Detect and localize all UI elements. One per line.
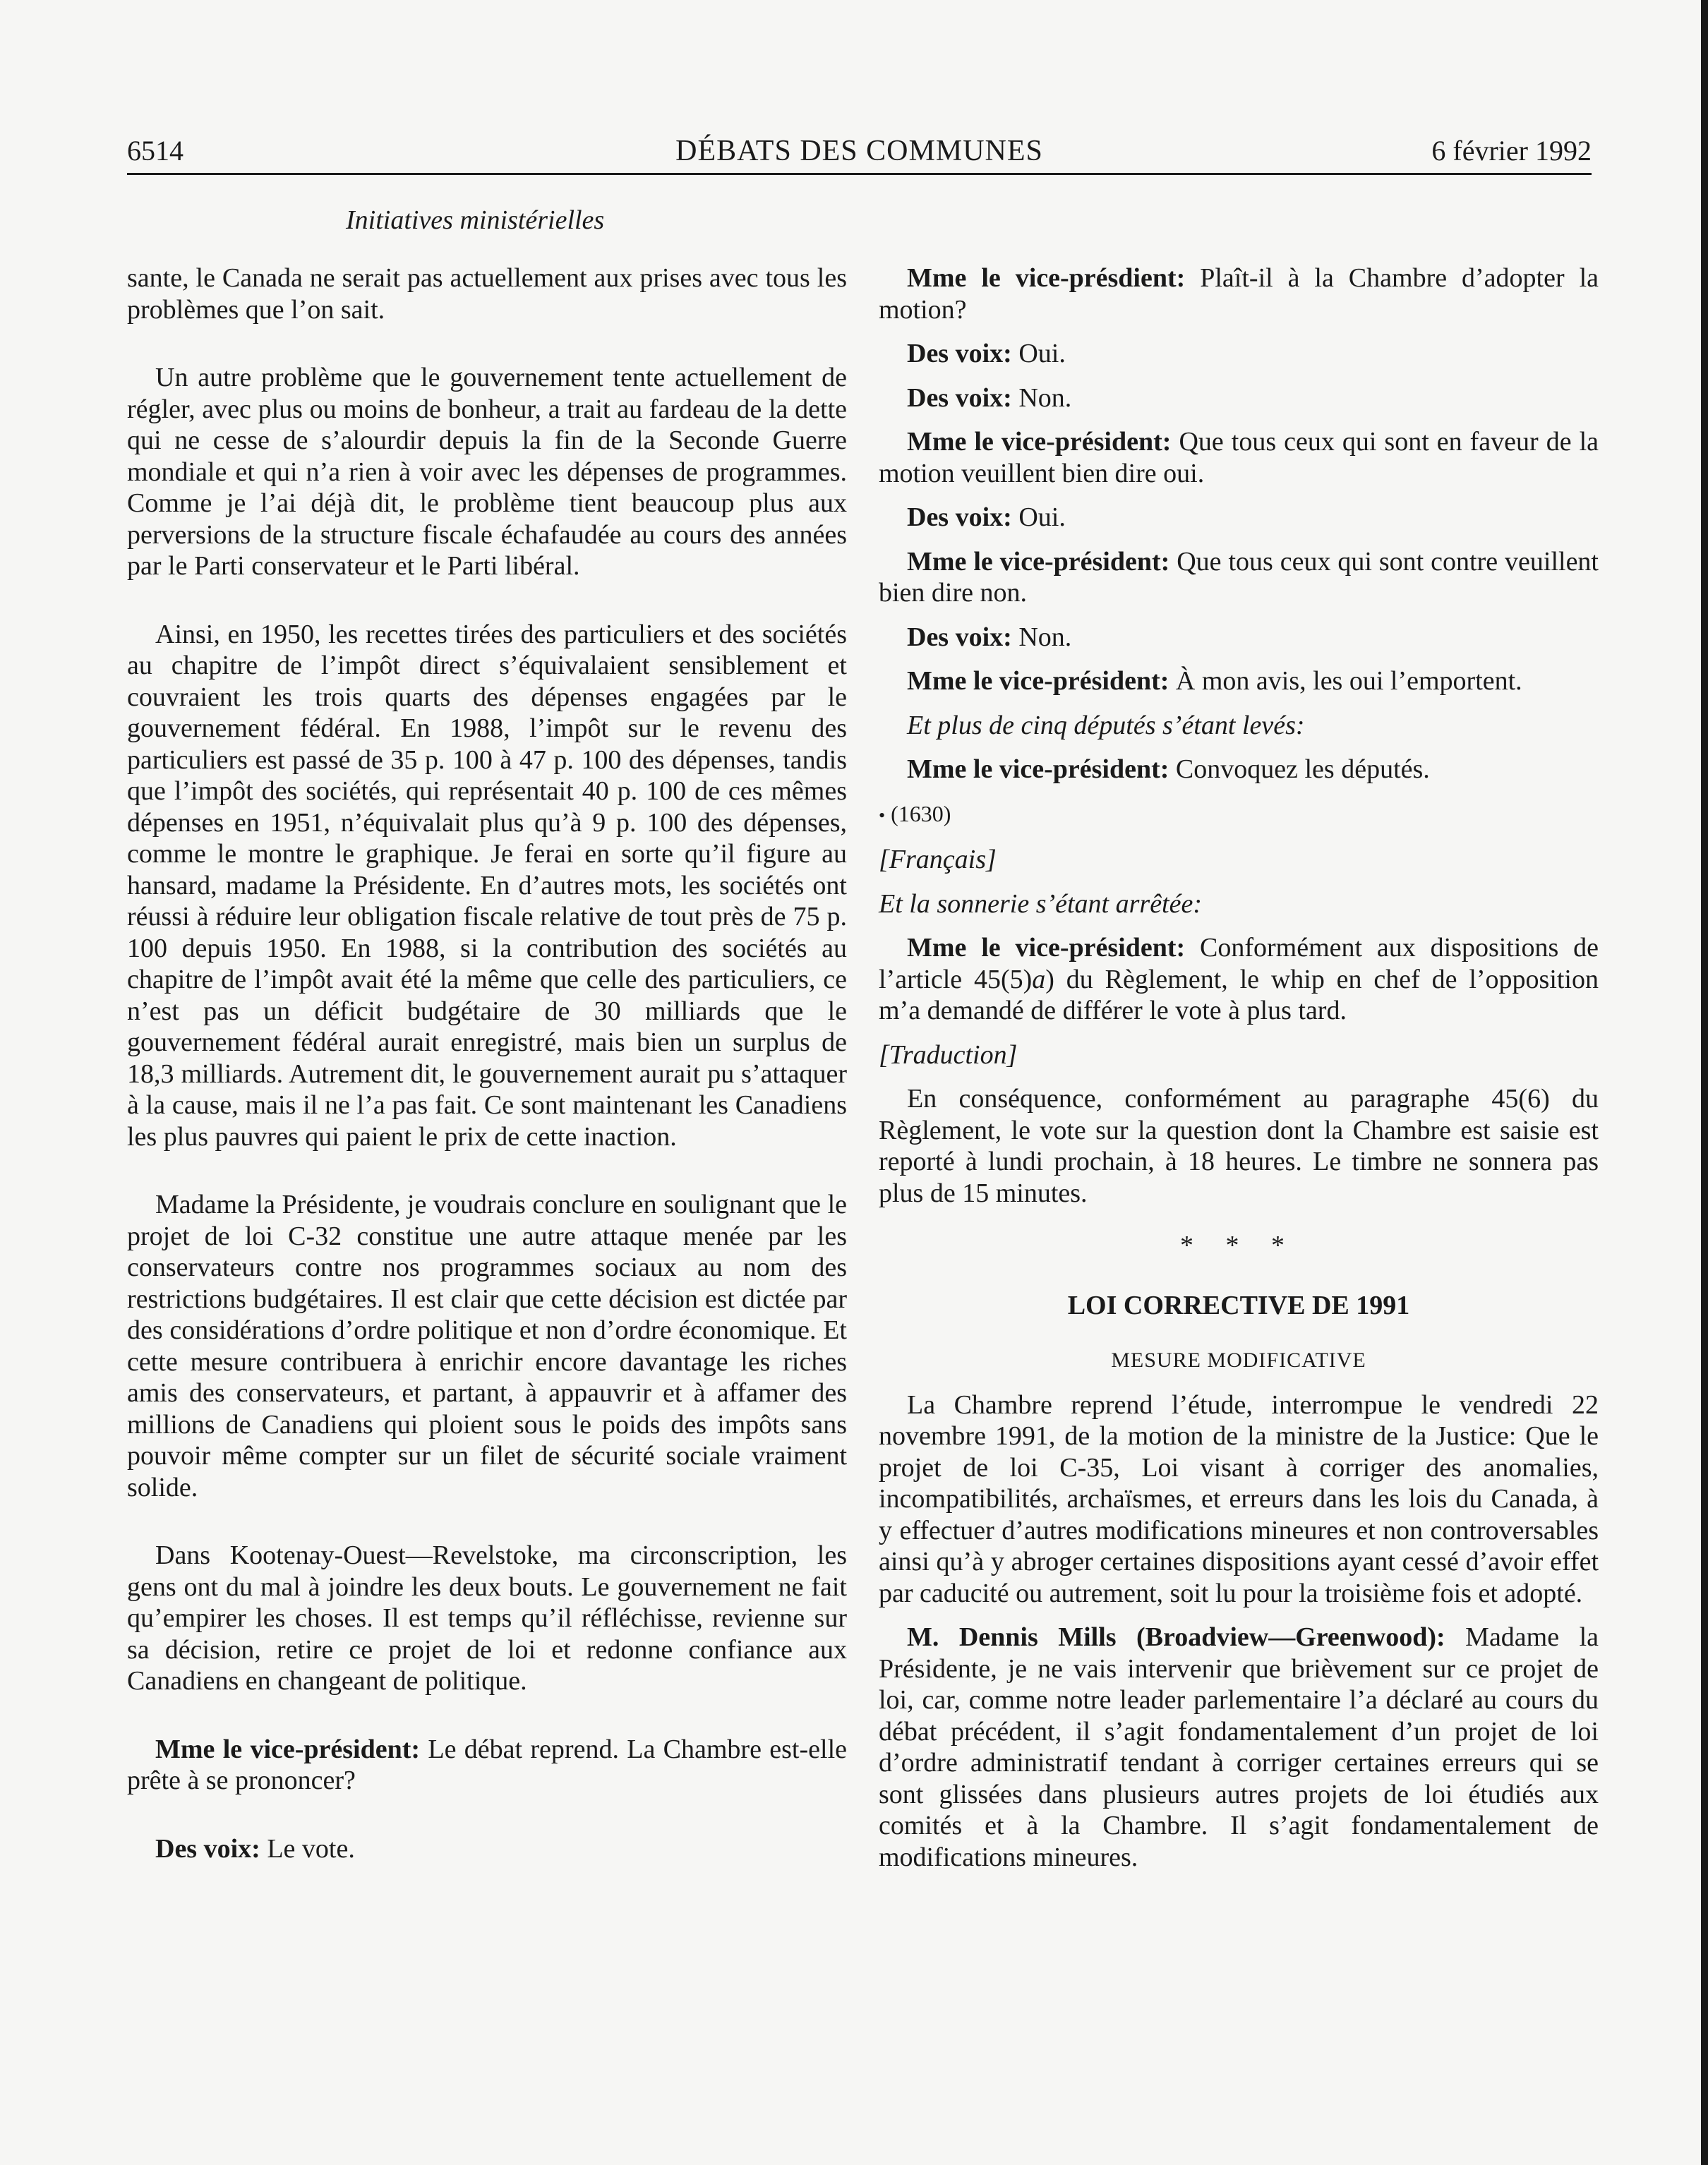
speaker-name: Des voix: [907, 622, 1012, 652]
speech-text: Convoquez les députés. [1169, 754, 1430, 784]
stage-direction: Et plus de cinq députés s’étant levés: [907, 710, 1305, 740]
speech-text-italic: a [1032, 964, 1046, 994]
speech-paragraph [879, 263, 1599, 325]
speech-text: Oui. [1011, 502, 1066, 532]
scan-edge [1701, 0, 1708, 2165]
page-number: 6514 [127, 135, 184, 167]
page-header [127, 134, 1592, 169]
speech-paragraph [879, 665, 1599, 697]
speaker-name: Mme le vice-présdient: [907, 263, 1186, 293]
paragraph: Ainsi, en 1950, les recettes tirées des particuliers et des sociétés au chapitre de l’impôt direct s’équivalaient sensiblement et couvraient les trois quarts des dépenses engagées par le gouvernement fédéral. En 1988, l’impôt sur le revenu des particuliers est passé de 35 p. 100 à 47 p. 100 des dépenses, tandis que l’impôt des sociétés, qui représentait 40 p. 100 de ces mêmes dépenses en 1951, n’équivalait plus qu’à 9 p. 100 des dépenses, comme le montre le graphique. Je ferai en sorte qu’il figure au hansard, madame la Présidente. En d’autres mots, les sociétés ont réussi à réduire leur obligation fiscale relative de tout près de 75 p. 100 depuis 1950. En 1988, si la contribution des sociétés au chapitre de l’impôt avait été la même que celle des particuliers, ce n’est pas un déficit budgétaire de 30 milliards que le gouvernement fédéral aurait enregistré, mais bien un surplus de 18,3 milliards. Autrement dit, le gouvernement aurait pu s’attaquer à la cause, mais il ne l’a pas fait. Ce sont maintenant les Canadiens les plus pauvres qui paient le prix de cette inaction. [127, 619, 847, 1152]
section-separator: * * * [1180, 1231, 1297, 1260]
paragraph: sante, le Canada ne serait pas actuellement aux prises avec tous les problèmes que l’on sait. [127, 263, 847, 325]
speaker-name: Des voix: [907, 502, 1012, 532]
speech-text: Madame la Présidente, je ne vais intervenir que brièvement sur ce projet de loi, car, comme notre leader parlementaire l’a déclaré au cours du débat précédent, il s’agit fondamentalement d’un projet de loi d’ordre administratif tendant à corriger certaines erreurs qui se sont glissées dans plusieurs autres projets de loi étudiés aux comités et à la Chambre. Il s’agit fondamentalement de modifications mineures. [879, 1622, 1599, 1872]
speech-text: Oui. [1011, 339, 1066, 368]
speaker-name: Mme le vice-président: [907, 754, 1169, 784]
speech-paragraph [879, 1622, 1599, 1873]
speech-paragraph [879, 426, 1599, 489]
speech-paragraph [879, 622, 1599, 653]
bullet-icon: • [879, 804, 886, 826]
speech-text: Le vote. [260, 1833, 355, 1864]
language-marker: [Français] [879, 845, 997, 874]
speaker-name: Des voix: [155, 1833, 260, 1864]
publication-title: DÉBATS DES COMMUNES [675, 135, 1043, 167]
speaker-name: Mme le vice-président: [907, 933, 1186, 963]
speech-text: Que tous ceux qui sont en faveur de la motion veuillent bien dire oui. [879, 427, 1599, 488]
speaker-name: Mme le vice-président: [907, 666, 1169, 696]
speaker-name: Des voix: [907, 382, 1012, 413]
speech-text: Non. [1011, 382, 1072, 413]
speaker-name: Mme le vice-président: [907, 427, 1172, 457]
language-marker: [Traduction] [879, 1039, 1018, 1070]
running-head: Initiatives ministérielles [346, 205, 605, 235]
time-text: (1630) [885, 800, 951, 826]
speech-paragraph [879, 382, 1599, 414]
speaker-name: Des voix: [907, 339, 1012, 368]
speech-paragraph [127, 1734, 847, 1797]
speech-paragraph [879, 754, 1599, 785]
paragraph: Madame la Présidente, je voudrais conclure en soulignant que le projet de loi C-32 constitue une autre attaque menée par les conservateurs contre nos programmes sociaux au nom des restrictions budgétaires. Il est clair que cette décision est dictée par des considérations d’ordre politique et non d’ordre économique. Et cette mesure contribuera à enrichir encore davantage les riches amis des conservateurs, et partant, à appauvrir et à affamer des millions de Canadiens qui ploient sous le poids des impôts sans pouvoir même compter sur un filet de sécurité sociale vraiment solide. [127, 1190, 847, 1502]
issue-date: 6 février 1992 [1431, 135, 1592, 167]
speech-text: ) du Règlement, le whip en chef de l’opposition m’a demandé de différer le vote à plus tard. [879, 964, 1599, 1025]
paragraph: En conséquence, conformément au paragraphe 45(6) du Règlement, le vote sur la question dont la Chambre est saisie est reporté à lundi prochain, à 18 heures. Le timbre ne sonnera pas plus de 15 minutes. [879, 1084, 1599, 1208]
right-column [879, 263, 1599, 1873]
paragraph: Dans Kootenay-Ouest—Revelstoke, ma circonscription, les gens ont du mal à joindre les deux bouts. Le gouvernement ne fait qu’empirer les choses. Il est temps qu’il réfléchisse, revienne sur sa décision, retire ce projet de loi et redonne confiance aux Canadiens en changeant de politique. [127, 1540, 847, 1696]
speech-paragraph [127, 1833, 847, 1865]
section-subheading: MESURE MODIFICATIVE [1111, 1349, 1366, 1372]
speaker-name: Mme le vice-président: [155, 1734, 421, 1764]
speech-text: Plaît-il à la Chambre d’adopter la motion? [879, 263, 1599, 325]
speech-text: À mon avis, les oui l’emportent. [1169, 666, 1522, 696]
speech-paragraph [879, 502, 1599, 533]
speech-paragraph [879, 546, 1599, 609]
speech-text: Le débat reprend. La Chambre est-elle prête à se prononcer? [127, 1734, 847, 1795]
time-marker [879, 798, 1599, 832]
speech-text: Conformément aux dispositions de l’article 45(5) [879, 933, 1599, 994]
speech-paragraph [879, 338, 1599, 370]
header-rule [127, 173, 1592, 175]
section-heading: LOI CORRECTIVE DE 1991 [1067, 1290, 1410, 1320]
paragraph: Un autre problème que le gouvernement tente actuellement de régler, avec plus ou moins de bonheur, a trait au fardeau de la dette qui ne cesse de s’alourdir depuis la fin de la Seconde Guerre mondiale et qui n’a rien à voir avec les dépenses de programmes. Comme je l’ai déjà dit, le problème tient beaucoup plus aux perversions de la structure fiscale échafaudée au cours des années par le Parti conservateur et le Parti libéral. [127, 363, 847, 581]
paragraph: La Chambre reprend l’étude, interrompue le vendredi 22 novembre 1991, de la motion de la ministre de la Justice: Que le projet de loi C-35, Loi visant à corriger des anomalies, incompatibilités, archaïsmes, et erreurs dans les lois du Canada, à y effectuer d’autres modifications mineures et non controversables ainsi qu’à y abroger certaines dispositions ayant cessé d’avoir effet par caducité ou autrement, soit lu pour la troisième fois et adopté. [879, 1389, 1599, 1608]
left-column [127, 263, 847, 1864]
stage-direction: Et la sonnerie s’étant arrêtée: [879, 888, 1203, 919]
speech-text: Non. [1011, 622, 1072, 652]
speech-text: Que tous ceux qui sont contre veuillent bien dire non. [879, 546, 1599, 608]
speech-paragraph [879, 932, 1599, 1027]
speaker-name: M. Dennis Mills (Broadview—Greenwood): [907, 1622, 1445, 1652]
speaker-name: Mme le vice-président: [907, 546, 1170, 577]
